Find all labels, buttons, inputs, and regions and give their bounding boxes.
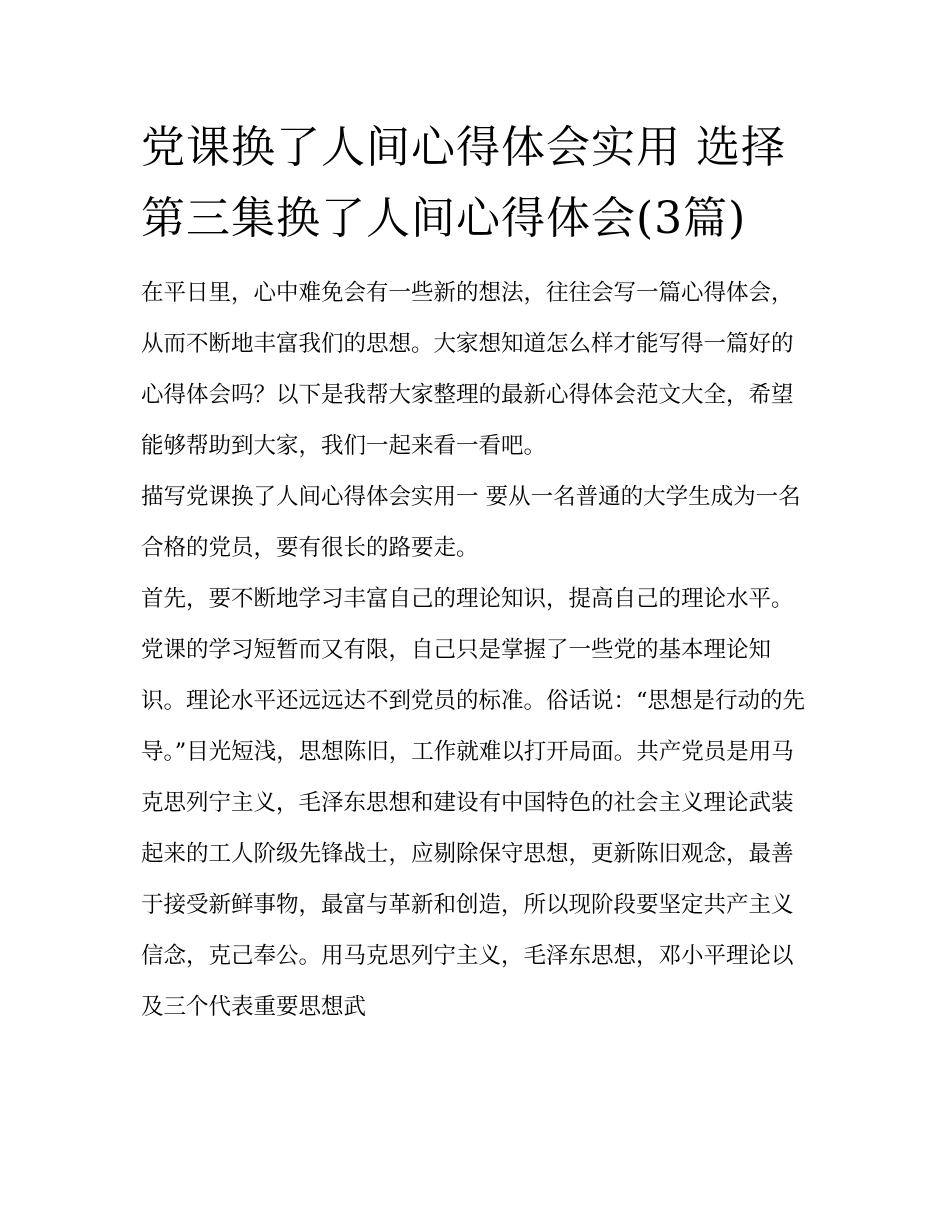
body-paragraph: 首先，要不断地学习丰富自己的理论知识，提高自己的理论水平。党课的学习短暂而又有限，自己只是掌握了一些党的基本理论知识。理论水平还远远达不到党员的标准。俗话说：“思想是行动的先导。”目光短浅，思想陈旧，工作就难以打开局面。共产党员是用马克思列宁主义，毛泽东思想和建设有中国特色的社会主义理论武装起来的工人阶级先锋战士，应剔除保守思想，更新陈旧观念，最善于接受新鲜事物，最富与革新和创造，所以现阶段要坚定共产主义信念，克己奉公。用马克思列宁主义，毛泽东思想，邓小平理论以及三个代表重要思想武 <box>141 586 806 1020</box>
document-content <box>141 112 813 1033</box>
intro-paragraph: 在平日里，心中难免会有一些新的想法，往往会写一篇心得体会，从而不断地丰富我们的思想。大家想知道怎么样才能写得一篇好的心得体会吗？以下是我帮大家整理的最新心得体会范文大全，希望能够帮助到大家，我们一起来看一看吧。 <box>141 280 794 459</box>
section-one-paragraph: 描写党课换了人间心得体会实用一 要从一名普通的大学生成为一名合格的党员，要有很长的路要走。 <box>141 484 801 561</box>
document-title: 党课换了人间心得体会实用 选择第三集换了人间心得体会(3篇) <box>141 122 786 244</box>
document-body <box>141 268 813 1033</box>
